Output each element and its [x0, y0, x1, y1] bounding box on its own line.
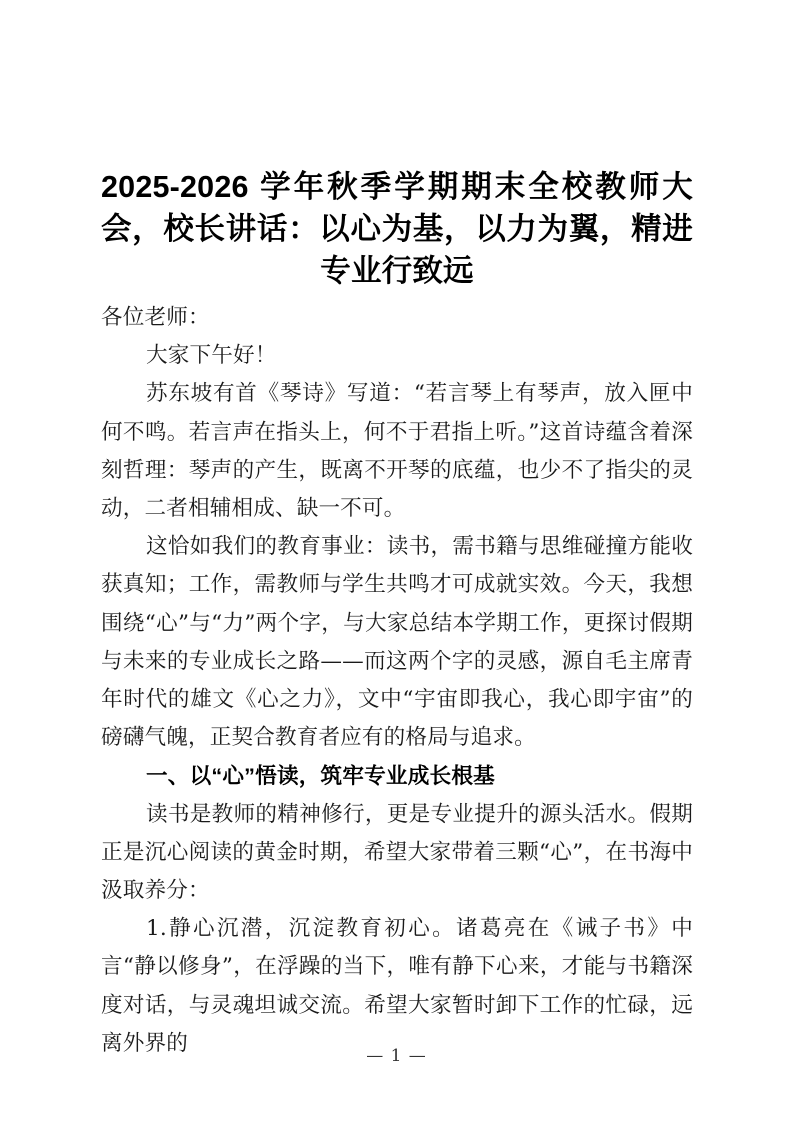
- page-number-footer: — 1 —: [366, 1046, 427, 1066]
- document-body: [101, 299, 693, 1063]
- paragraph-education-analogy: 这恰如我们的教育事业：读书，需书籍与思维碰撞方能收获真知；工作，需教师与学生共鸣才可成就实效。今天，我想围绕“心”与“力”两个字，与大家总结本学期工作，更探讨假期与未来的专业成长之路——而这两个字的灵感，源自毛主席青年时代的雄文《心之力》，文中“宇宙即我心，我心即宇宙”的磅礴气魄，正契合教育者应有的格局与追求。: [101, 534, 693, 751]
- paragraph-reading-intro: 读书是教师的精神修行，更是专业提升的源头活水。假期正是沉心阅读的黄金时期，希望大家带着三颗“心”，在书海中汲取养分：: [101, 801, 693, 904]
- paragraph-greeting: 大家下午好！: [146, 343, 277, 369]
- paragraph-qinshi-quote: 苏东坡有首《琴诗》写道：“若言琴上有琴声，放入匣中何不鸣。若言声在指头上，何不于君指上听。”这首诗蕴含着深刻哲理：琴声的产生，既离不开琴的底蕴，也少不了指尖的灵动，二者相辅相成、缺一不可。: [101, 381, 693, 522]
- page-title: 2025-2026 学年秋季学期期末全校教师大会，校长讲话：以心为基，以力为翼，精进专业行致远: [101, 170, 693, 289]
- paragraph-item-1: 1.静心沉潜，沉淀教育初心。诸葛亮在《诫子书》中言“静以修身”，在浮躁的当下，唯有静下心来，才能与书籍深度对话，与灵魂坦诚交流。希望大家暂时卸下工作的忙碌，远离外界的: [101, 916, 693, 1056]
- section-heading-1: 一、以“心”悟读，筑牢专业成长根基: [146, 763, 495, 789]
- salutation: 各位老师：: [101, 305, 210, 330]
